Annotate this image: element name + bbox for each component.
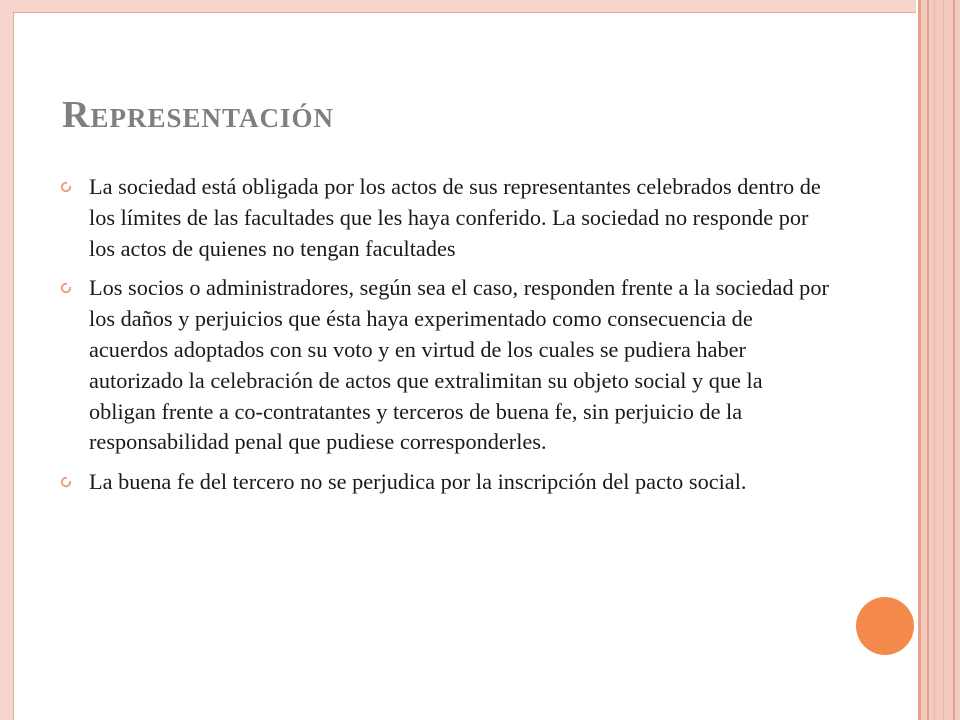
frame-left-border [0, 0, 14, 720]
stripe [927, 0, 929, 720]
bullet-text: La sociedad está obligada por los actos de sus representantes celebrados dentro de los límites de las facultades que les haya conferido. La sociedad no responde por los actos de quienes no tengan facultades [89, 174, 821, 261]
ring-bullet-icon [60, 476, 72, 488]
decorative-stripes [918, 0, 960, 720]
stripe [918, 0, 921, 720]
bullet-list [60, 172, 830, 507]
bullet-item [60, 273, 830, 458]
bullet-item [60, 172, 830, 264]
bullet-item [60, 467, 830, 498]
stripe [943, 0, 944, 720]
ring-bullet-icon [60, 282, 72, 294]
stripe [934, 0, 935, 720]
accent-circle [856, 597, 914, 655]
bullet-text: La buena fe del tercero no se perjudica por la inscripción del pacto social. [89, 469, 747, 495]
bullet-text: Los socios o administradores, según sea el caso, responden frente a la sociedad por los daños y perjuicios que ésta haya experimentado como consecuencia de acuerdos adoptados con su voto y en virtud de los cuales se pudiera haber autorizado la celebración de actos que extralimitan su objeto social y que la obligan frente a co-contratantes y terceros de buena fe, sin perjuicio de la responsabilidad penal que pudiese corresponderles. [89, 275, 829, 455]
slide-title: Representación [62, 94, 334, 136]
ring-bullet-icon [60, 181, 72, 193]
stripe [953, 0, 955, 720]
